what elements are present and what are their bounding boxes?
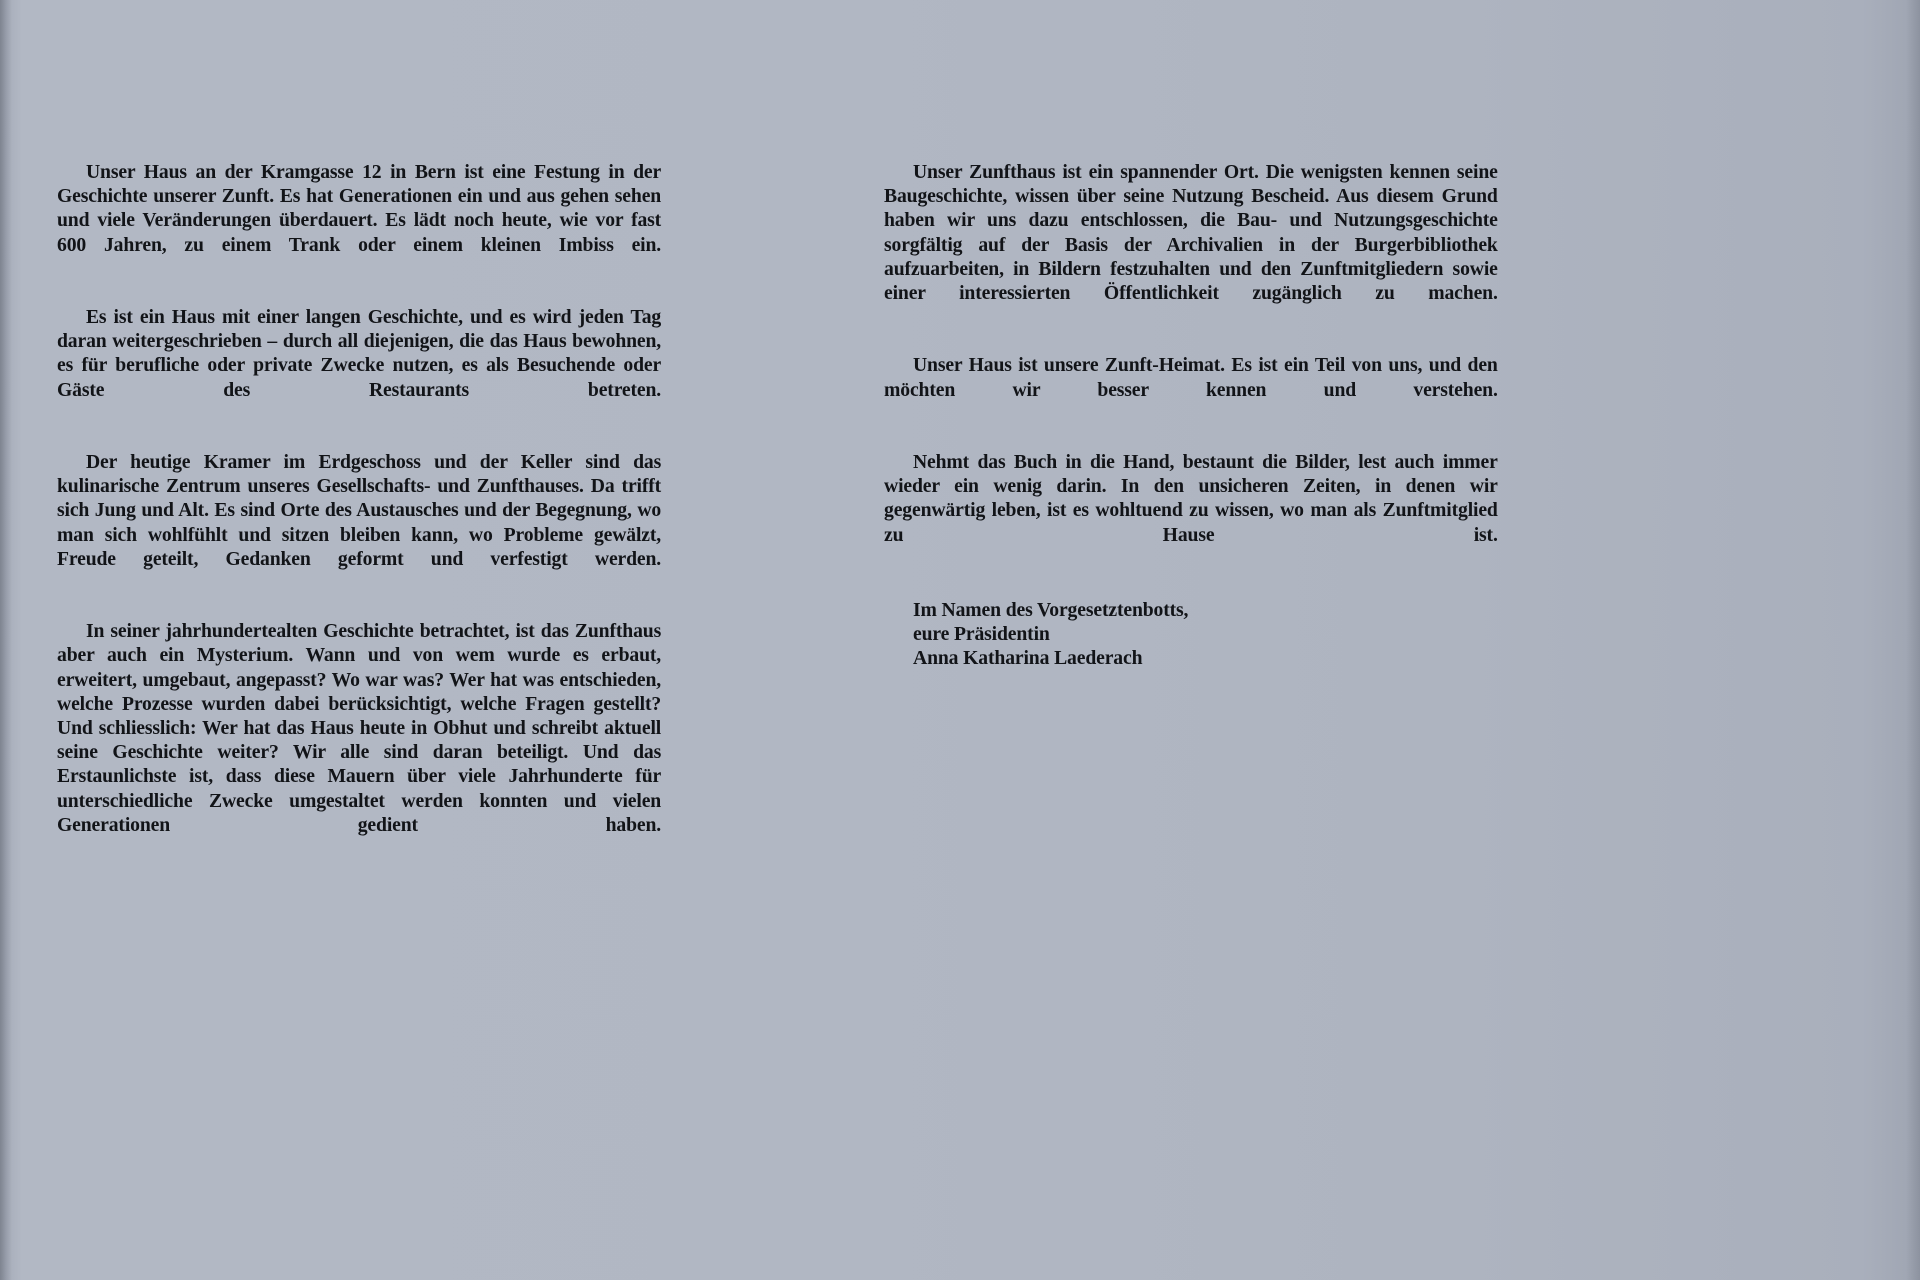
signature-line-role: Im Namen des Vorgesetztenbotts, <box>913 599 1189 621</box>
paragraph: Unser Haus an der Kramgasse 12 in Bern ist eine Festung in der Geschichte unserer Zunft. Es hat Generationen ein und aus gehen sehen und viele Veränderungen überdauert. Es lädt noch heute, wie vor fast 600 Jahren, zu einem Trank oder einem kleinen Imbiss ein. <box>57 161 662 256</box>
signature-line-title: eure Präsidentin <box>913 623 1050 646</box>
paragraph: In seiner jahrhundertealten Geschichte betrachtet, ist das Zunfthaus aber auch ein Mysterium. Wann und von wem wurde es erbaut, erweitert, umgebaut, angepasst? Wo war was? Wer hat was entschieden, welche Prozesse wurden dabei berücksichtigt, welche Fragen gestellt? Und schliesslich: Wer hat das Haus heute in Obhut und schreibt aktuell seine Geschichte weiter? Wir alle sind daran beteiligt. Und das Erstaunlichste ist, dass diese Mauern über viele Jahrhunderte für unterschiedliche Zwecke umgestaltet werden konnten und vielen Generationen gedient haben. <box>57 620 662 836</box>
paragraph: Unser Haus ist unsere Zunft-Heimat. Es ist ein Teil von uns, und den möchten wir besser kennen und verstehen. <box>884 354 1498 401</box>
signature-block <box>913 598 1413 671</box>
page-right-edge-shading <box>1906 0 1920 1280</box>
paragraph: Es ist ein Haus mit einer langen Geschichte, und es wird jeden Tag daran weitergeschrieben – durch all diejenigen, die das Haus bewohnen, es für berufliche oder private Zwecke nutzen, es als Besuchende oder Gäste des Restaurants betreten. <box>57 306 662 401</box>
page-left-edge-shading <box>0 0 12 1280</box>
signature-line-name: Anna Katharina Laederach <box>913 647 1143 670</box>
paragraph: Nehmt das Buch in die Hand, bestaunt die Bilder, lest auch immer wieder ein wenig darin. In den unsicheren Zeiten, in denen wir gegenwärtig leben, ist es wohltuend zu wissen, wo man als Zunftmitglied zu Hause ist. <box>884 451 1498 546</box>
text-column-right <box>884 160 1520 571</box>
text-column-left <box>57 160 683 861</box>
paragraph: Unser Zunfthaus ist ein spannender Ort. Die wenigsten kennen seine Baugeschichte, wissen über seine Nutzung Bescheid. Aus diesem Grund haben wir uns dazu entschlossen, die Bau- und Nutzungsgeschichte sorgfältig auf der Basis der Archivalien in der Burgerbibliothek aufzuarbeiten, in Bildern festzuhalten und den Zunftmitgliedern sowie einer interessierten Öffentlichkeit zugänglich zu machen. <box>884 161 1498 305</box>
paragraph: Der heutige Kramer im Erdgeschoss und der Keller sind das kulinarische Zentrum unseres Gesellschafts- und Zunfthauses. Da trifft sich Jung und Alt. Es sind Orte des Austausches und der Begegnung, wo man sich wohlfühlt und sitzen bleiben kann, wo Probleme gewälzt, Freude geteilt, Gedanken geformt und verfestigt werden. <box>57 451 662 570</box>
